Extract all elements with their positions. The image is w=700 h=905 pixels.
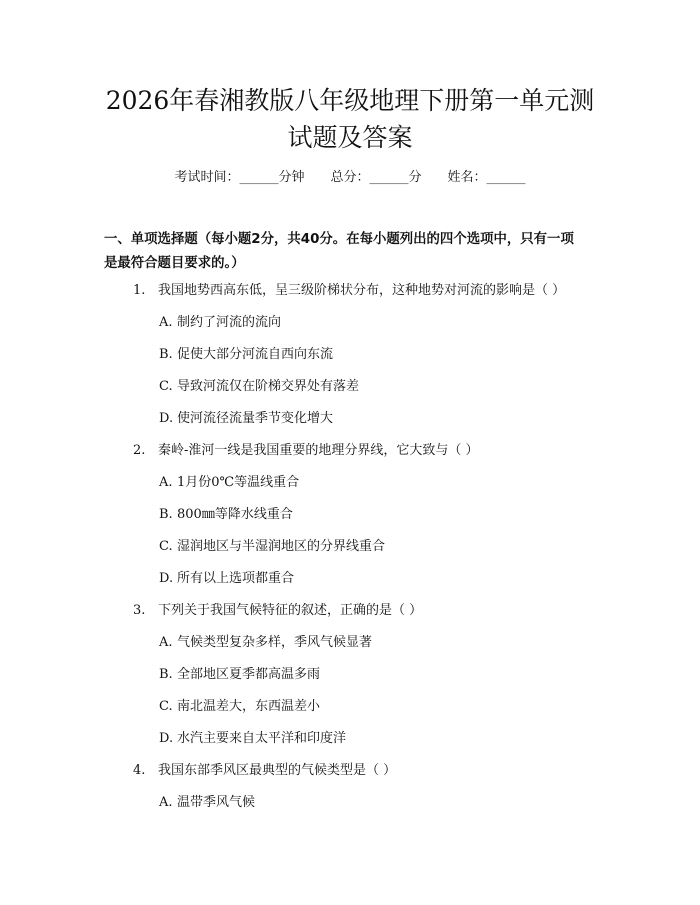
exam-time-field: 考试时间：______分钟: [174, 170, 305, 185]
question-number: 1.: [133, 283, 146, 298]
question-3: [133, 601, 422, 621]
option-text: 所有以上选项都重合: [177, 571, 295, 586]
option-letter: A.: [159, 795, 173, 810]
option-letter: D.: [159, 571, 174, 586]
section-heading: [104, 228, 604, 276]
option-letter: A.: [159, 315, 173, 330]
question-3-option-c: [159, 697, 320, 717]
option-text: 南北温差大，东西温差小: [177, 699, 321, 714]
student-name-field: 姓名：______: [447, 170, 526, 185]
option-text: 促使大部分河流自西向东流: [177, 347, 334, 362]
option-letter: D.: [159, 411, 174, 426]
question-2-option-d: [159, 569, 294, 589]
option-letter: A.: [159, 635, 173, 650]
question-1-option-b: [159, 345, 333, 365]
question-text: 我国东部季风区最典型的气候类型是（ ）: [158, 763, 397, 778]
option-letter: B.: [159, 507, 173, 522]
question-1-option-c: [159, 377, 359, 397]
option-letter: C.: [159, 379, 173, 394]
option-letter: B.: [159, 667, 173, 682]
option-text: 水汽主要来自太平洋和印度洋: [177, 731, 347, 746]
option-text: 导致河流仅在阶梯交界处有落差: [177, 379, 360, 394]
option-letter: C.: [159, 699, 173, 714]
question-2-option-c: [159, 537, 385, 557]
option-text: 1月份0℃等温线重合: [177, 475, 300, 490]
option-letter: B.: [159, 347, 173, 362]
total-score-field: 总分：______分: [330, 170, 422, 185]
option-text: 全部地区夏季都高温多雨: [177, 667, 321, 682]
option-text: 温带季风气候: [177, 795, 256, 810]
question-number: 3.: [133, 603, 146, 618]
question-text: 下列关于我国气候特征的叙述，正确的是（ ）: [158, 603, 423, 618]
question-text: 我国地势西高东低，呈三级阶梯状分布，这种地势对河流的影响是（ ）: [158, 283, 566, 298]
question-2: [133, 441, 479, 461]
section-heading-line-2: 是最符合题目要求的。）: [104, 256, 245, 271]
exam-info-line: [0, 168, 700, 188]
section-heading-line-1: 一、单项选择题（每小题2分，共40分。在每小题列出的四个选项中，只有一项: [104, 232, 574, 247]
question-text: 秦岭-淮河一线是我国重要的地理分界线，它大致与（ ）: [158, 443, 479, 458]
question-4-option-a: [159, 793, 255, 813]
question-3-option-a: [159, 633, 372, 653]
option-letter: A.: [159, 475, 173, 490]
question-1: [133, 281, 565, 301]
option-text: 制约了河流的流向: [177, 315, 282, 330]
document-title-line-2: 试题及答案: [287, 123, 413, 152]
option-text: 湿润地区与半湿润地区的分界线重合: [177, 539, 386, 554]
question-2-option-a: [159, 473, 299, 493]
question-1-option-d: [159, 409, 333, 429]
question-3-option-d: [159, 729, 346, 749]
option-text: 使河流径流量季节变化增大: [177, 411, 334, 426]
question-2-option-b: [159, 505, 293, 525]
question-number: 2.: [133, 443, 146, 458]
question-1-option-a: [159, 313, 281, 333]
option-letter: C.: [159, 539, 173, 554]
option-letter: D.: [159, 731, 174, 746]
option-text: 气候类型复杂多样，季风气候显著: [177, 635, 373, 650]
option-text: 800㎜等降水线重合: [177, 507, 293, 522]
document-title-line-1: 2026年春湘教版八年级地理下册第一单元测: [105, 86, 595, 115]
question-number: 4.: [133, 763, 146, 778]
question-3-option-b: [159, 665, 320, 685]
question-4: [133, 761, 396, 781]
